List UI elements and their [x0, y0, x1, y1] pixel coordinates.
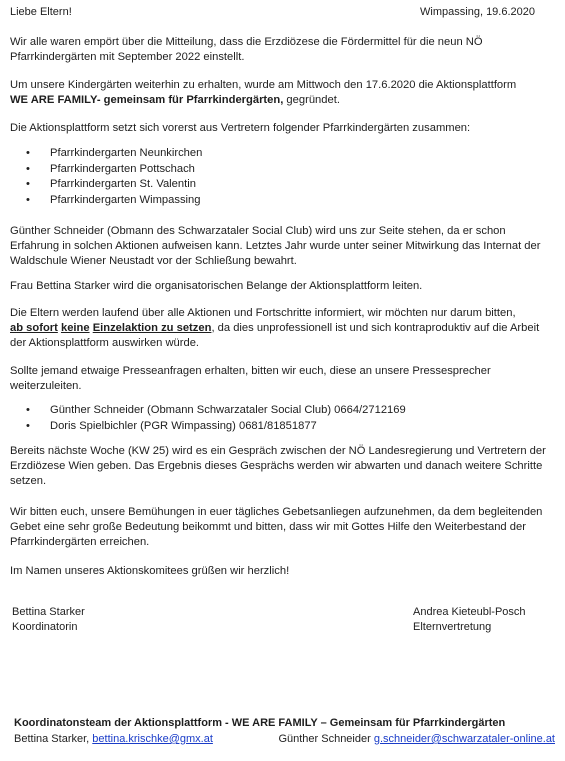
signature-name: Andrea Kieteubl-Posch [413, 606, 526, 618]
footer-contact-2 [278, 732, 555, 747]
signature-role: Elternvertretung [413, 621, 492, 633]
contact-name: Günther Schneider [278, 733, 371, 745]
founding-text: Um unsere Kindergärten weiterhin zu erhalten, wurde am Mittwoch den 17.6.2020 die Aktionsplattform [10, 79, 517, 91]
date-line: Wimpassing, 19.6.2020 [420, 6, 535, 18]
p6-underline-3: Einzelaktion zu setzen [92, 322, 212, 334]
p6-underline-1: ab sofort [10, 322, 58, 334]
email-link[interactable]: bettina.krischke@gmx.at [92, 733, 213, 745]
footer [10, 716, 555, 750]
signature-left [12, 605, 85, 635]
list-item: • Pfarrkindergarten St. Valentin [26, 177, 202, 193]
footer-title: Koordinatonsteam der Aktionsplattform - WE ARE FAMILY – Gemeinsam für Pfarrkindergärten [14, 717, 506, 729]
list-item: • Pfarrkindergarten Pottschach [26, 162, 202, 178]
paragraph-closing: Im Namen unseres Aktionskomitees grüßen wir herzlich! [10, 565, 290, 577]
paragraph-no-individual-actions [10, 306, 550, 351]
paragraph-starker: Frau Bettina Starker wird die organisatorischen Belange der Aktionsplattform leiten. [10, 280, 423, 292]
paragraph-schneider: Günther Schneider (Obmann des Schwarzataler Social Club) wird uns zur Seite stehen, da er schon Erfahrung in solchen Aktionen aufweisen kann. Letztes Jahr wurde unter seiner Mitwirkung das Internat der Waldschule Wiener Neustadt vor der Schließung bewahrt. [10, 225, 541, 267]
founding-end: gegründet. [283, 94, 340, 106]
signature-role: Koordinatorin [12, 621, 78, 633]
list-item: • Pfarrkindergarten Neunkirchen [26, 146, 202, 162]
paragraph-press: Sollte jemand etwaige Presseanfragen erhalten, bitten wir euch, diese an unsere Pressesprecher weiterzuleiten. [10, 365, 491, 392]
list-item: • Doris Spielbichler (PGR Wimpassing) 0681/81851877 [26, 419, 406, 435]
p6-text-a: Die Eltern werden laufend über alle Aktionen und Fortschritte informiert, wir möchten nur darum bitten, [10, 307, 516, 319]
paragraph-prayer: Wir bitten euch, unsere Bemühungen in euer tägliches Gebetsanliegen aufzunehmen, da dem begleitenden Gebet eine sehr große Bedeutung beikommt und bitten, dass wir mit Gottes Hilfe den Weiterbestand der Pfarrkindergärten erreichen. [10, 506, 543, 548]
kindergarten-list [26, 146, 202, 208]
paragraph-meeting: Bereits nächste Woche (KW 25) wird es ein Gespräch zwischen der NÖ Landesregierung und Vertretern der Erzdiözese Wien geben. Das Ergebnis dieses Gesprächs werden wir abwarten und danach weitere Schritte setzen. [10, 445, 546, 487]
press-contact-list [26, 403, 406, 434]
list-item: • Günther Schneider (Obmann Schwarzataler Social Club) 0664/2712169 [26, 403, 406, 419]
contact-name: Bettina Starker, [14, 733, 90, 745]
greeting: Liebe Eltern! [10, 6, 72, 18]
paragraph-platform-founding [10, 78, 550, 108]
paragraph-members-intro: Die Aktionsplattform setzt sich vorerst aus Vertretern folgender Pfarrkindergärten zusammen: [10, 122, 471, 134]
footer-contact-1 [14, 732, 213, 747]
list-item: • Pfarrkindergarten Wimpassing [26, 193, 202, 209]
signature-right [413, 605, 526, 635]
email-link[interactable]: g.schneider@schwarzataler-online.at [373, 733, 555, 745]
paragraph-announcement: Wir alle waren empört über die Mitteilung, dass die Erzdiözese die Fördermittel für die neun NÖ Pfarrkindergärten mit September 2022 einstellt. [10, 36, 483, 63]
p6-underline-2: keine [60, 322, 90, 334]
platform-name: WE ARE FAMILY- gemeinsam für Pfarrkindergärten, [10, 94, 284, 106]
signature-name: Bettina Starker [12, 606, 85, 618]
p6-text-b: , da dies unprofessionell ist und sich kontraproduktiv auf die Arbeit der Aktionsplattform auswirken würde. [10, 322, 540, 349]
